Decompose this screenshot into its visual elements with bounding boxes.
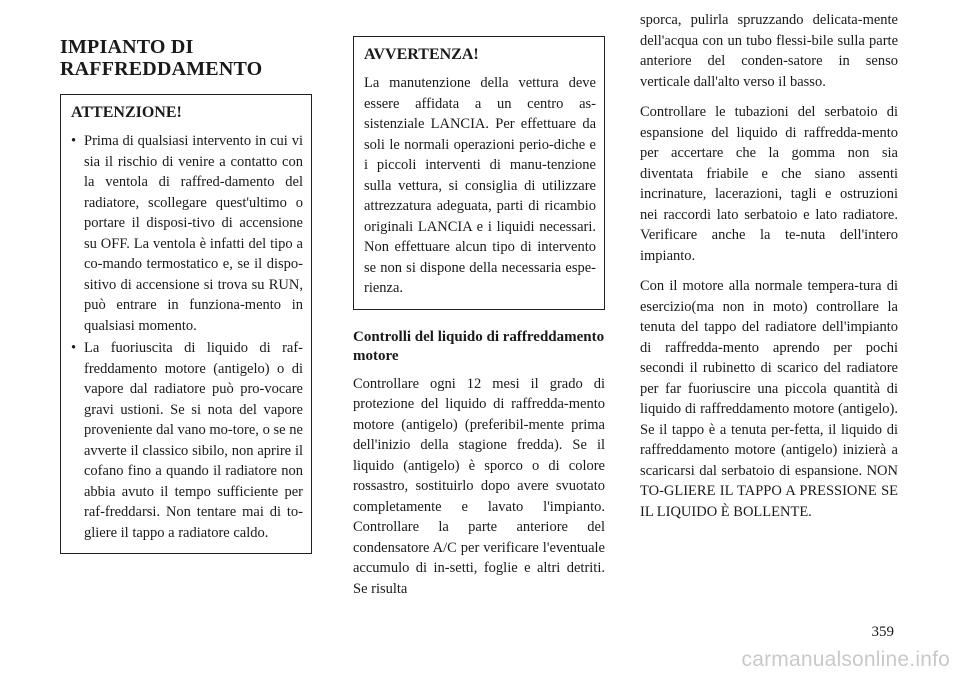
hoses-check-paragraph: Controllare le tubazioni del serbatoio di espansione del liquido di raffredda-mento per accertare che la gomma non sia diventata friabile e che siano assenti incrinature, lacerazioni, tagli e ostruzioni nei raccordi lato serbatoio e lato radiatore. Verificare anche la te-nuta dell'intero impianto. (640, 104, 898, 264)
section-title: IMPIANTO DI RAFFREDDAMENTO (60, 36, 263, 80)
bullet-icon: • (71, 340, 77, 356)
attention-item (71, 338, 303, 543)
attention-item-text: Prima di qualsiasi intervento in cui vi sia il rischio di venire a contatto con la ventola di raffred-damento del radiatore, scollegare quest'ultimo o portare il disposi-tivo di accensione su OFF. La ventola è infatti del tipo a co-mando termostatico e, se il dispo-sitivo di accensione si trova su RUN, può entrare in funziona-mento in qualsiasi momento. (84, 133, 303, 334)
watermark-text: carmanualsonline.info (741, 648, 950, 671)
warning-title: AVVERTENZA! (364, 46, 479, 63)
subsection-title: Controlli del liquido di raffreddamento motore (353, 328, 605, 364)
attention-item-text: La fuoriuscita di liquido di raf-freddamento motore (antigelo) o di vapore dal radiatore può pro-vocare gravi ustioni. Se si nota del vapore proveniente dal vano mo-tore, o se ne avverte il classico sibilo, non aprire il cofano fino a quando il radiatore non abbia avuto il tempo sufficiente per raf-freddarsi. Non tentare mai di to-gliere il tappo a radiatore caldo. (84, 340, 303, 541)
column-left (60, 36, 312, 554)
column-middle (353, 36, 605, 609)
coolant-check-paragraph-part2: sporca, pulirla spruzzando delicata-mente dell'acqua con un tubo flessi-bile sulla parte anteriore del conden-satore in senso verticale dall'alto verso il basso. (640, 12, 898, 90)
cap-check-paragraph: Con il motore alla normale tempera-tura di esercizio(ma non in moto) controllare la tenuta del tappo del radiatore dell'impianto di raffredda-mento aprendo per pochi secondi il rubinetto di scarico del radiatore per far fuoriuscire una piccola quantità di liquido di raffreddamento motore (antigelo). Se il tappo è a tenuta per-fetta, il liquido di raffreddamento motore (antigelo) inizierà a scaricarsi dal serbatoio di espansione. NON TO-GLIERE IL TAPPO A PRESSIONE SE IL LIQUIDO È BOLLENTE. (640, 278, 898, 520)
coolant-check-paragraph-part1: Controllare ogni 12 mesi il grado di protezione del liquido di raffredda-mento motore (antigelo) (preferibil-mente prima dell'inizio della stagione fredda). Se il liquido (antigelo) è sporco o di colore rossastro, sostituirlo dopo avere svuotato completamente e lavato l'impianto. Controllare la parte anteriore del condensatore A/C per verificare l'eventuale accumulo di in-setti, foglie e altri detriti. Se risulta (353, 375, 605, 597)
page-number: 359 (871, 624, 894, 640)
warning-box (353, 36, 605, 310)
warning-text: La manutenzione della vettura deve essere affidata a un centro as-sistenziale LANCIA. Per effettuare da soli le normali operazioni perio-diche e i piccoli interventi di manu-tenzione sulla vettura, si consiglia di utilizzare attrezzatura adeguata, parti di ricambio originali LANCIA e i liquidi necessari. Non effettuare alcun tipo di intervento se non si dispone della necessaria espe-rienza. (364, 75, 596, 296)
column-right (640, 10, 898, 532)
bullet-icon: • (71, 133, 77, 149)
attention-title: ATTENZIONE! (71, 104, 182, 121)
attention-item (71, 131, 303, 336)
attention-list (71, 131, 303, 543)
attention-box (60, 94, 312, 554)
